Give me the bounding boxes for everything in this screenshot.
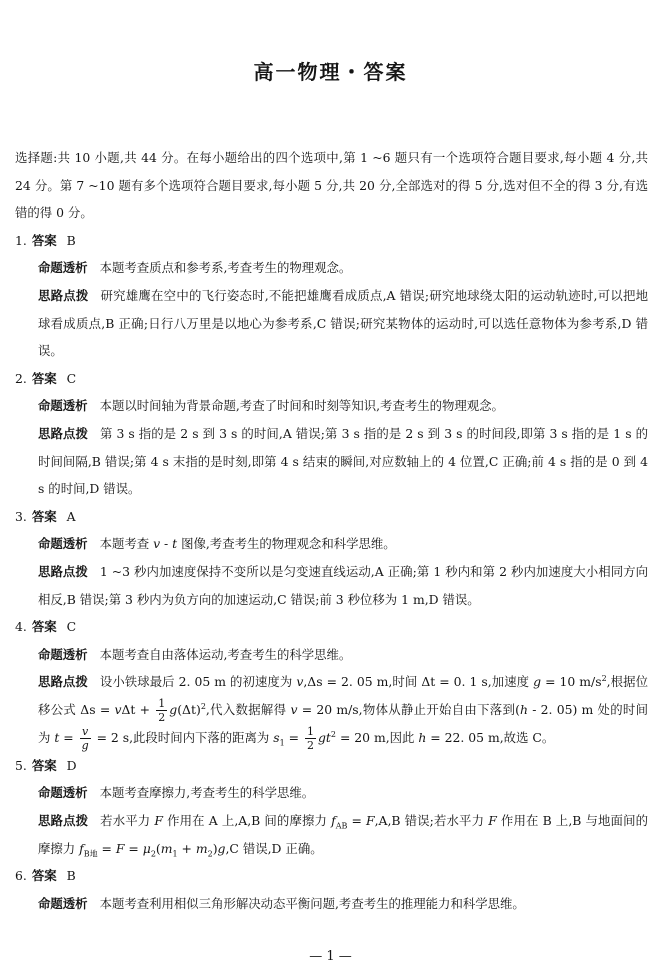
answer-label: 答案 <box>31 757 57 773</box>
hint-text: Δt + <box>121 701 155 717</box>
fraction-denominator: 2 <box>306 738 314 752</box>
analysis-text: 本题考查利用相似三角形解决动态平衡问题,考查考生的推理能力和科学思维。 <box>99 895 525 911</box>
answer-choice: B <box>66 232 76 248</box>
hint-text: 设小铁球最后 2. 05 m 的初速度为 <box>99 674 297 690</box>
hint-text: ,C 错误,D 正确。 <box>225 840 323 856</box>
fraction-denominator: 2 <box>158 710 166 724</box>
question-number: 3. <box>15 508 27 524</box>
question-4 <box>15 613 648 752</box>
subscript: AB <box>335 821 348 831</box>
analysis-text: - <box>160 536 173 552</box>
fraction <box>156 697 167 724</box>
fraction-numerator: 1 <box>306 724 314 738</box>
question-number: 4. <box>15 619 27 635</box>
answer-label: 答案 <box>31 508 57 524</box>
variable: m <box>195 840 208 856</box>
answer-line <box>15 227 648 255</box>
question-number: 5. <box>15 757 27 773</box>
analysis-label: 命题透析 <box>38 536 88 552</box>
hint-text: ,A,B 错误;若水平力 <box>374 813 489 829</box>
hint-text: 若水平力 <box>100 813 155 829</box>
analysis-text: 本题以时间轴为背景命题,考查了时间和时刻等知识,考查考生的物理观念。 <box>99 398 504 414</box>
superscript: 2 <box>200 701 206 711</box>
hint-text: - 2. 05) m 处的时间为 <box>38 701 648 745</box>
answer-label: 答案 <box>31 868 57 884</box>
hint-text: 第 3 s 指的是 2 s 到 3 s 的时间,A 错误;第 3 s 指的是 2 s 到 3 s 的时间段,即第 3 s 指的是 1 s 的时间间隔,B 错误;第 4 s 末指的是时刻,即第 4 s 结束的瞬间,对应数轴上的 4 位置,C 正确;前 4 s 指的是 0 到 4 s 的时间,D 错误。 <box>38 425 649 497</box>
subscript: 2 <box>207 849 213 859</box>
variable: gt <box>317 729 331 745</box>
hint-text: ) <box>212 840 218 856</box>
hint-text: 作用在 B 上,B 与地面间的摩擦力 <box>38 813 649 856</box>
hint-paragraph <box>38 282 648 365</box>
hint-label: 思路点拨 <box>38 563 88 579</box>
analysis-paragraph <box>38 392 648 420</box>
analysis-label: 命题透析 <box>38 260 88 276</box>
fraction <box>305 725 316 752</box>
variable: h <box>418 729 427 745</box>
variable: F <box>365 813 375 829</box>
hint-text: = <box>347 813 366 829</box>
hint-text: = <box>284 729 303 745</box>
hint-text: = <box>59 729 78 745</box>
hint-text: ,Δs = 2. 05 m,时间 Δt = 0. 1 s,加速度 <box>303 674 534 690</box>
variable: s <box>273 729 280 745</box>
subscript: 1 <box>172 849 178 859</box>
variable: t <box>54 729 60 745</box>
answer-line <box>15 752 648 780</box>
hint-label: 思路点拨 <box>38 813 89 829</box>
fraction-numerator: 1 <box>158 696 166 710</box>
analysis-paragraph <box>38 779 648 807</box>
answer-label: 答案 <box>31 619 57 635</box>
intro-paragraph: 选择题:共 10 小题,共 44 分。在每小题给出的四个选项中,第 1 ~6 题只有一个选项符合题目要求,每小题 4 分,共 24 分。第 7 ~10 题有多个选项符合题目要求,每小题 5 分,共 20 分,全部选对的得 5 分,选对但不全的得 3 分,有选错的得 0 分。 <box>15 150 648 221</box>
variable: F <box>154 813 163 829</box>
variable: v <box>296 674 304 690</box>
hint-text: = 22. 05 m,故选 C。 <box>426 729 555 745</box>
fraction-denominator: g <box>81 738 89 752</box>
answer-document <box>15 144 648 917</box>
subscript: B地 <box>83 849 98 859</box>
question-1 <box>15 227 648 365</box>
hint-text: = <box>124 840 143 856</box>
answer-line <box>15 365 648 393</box>
answer-choice: A <box>66 508 76 524</box>
variable: m <box>160 840 173 856</box>
variable: μ <box>142 840 151 856</box>
answer-label: 答案 <box>31 370 57 386</box>
question-number: 2. <box>15 370 27 386</box>
analysis-paragraph <box>38 254 648 282</box>
hint-text: ,代入数据解得 <box>205 701 291 717</box>
hint-text: = 2 s,此段时间内下落的距离为 <box>92 729 274 745</box>
variable: g <box>217 840 226 856</box>
superscript: 2 <box>330 729 336 739</box>
hint-text: 研究雄鹰在空中的飞行姿态时,不能把雄鹰看成质点,A 错误;研究地球绕太阳的运动轨迹时,可以把地球看成质点,B 正确;日行八万里是以地心为参考系,C 错误;研究某物体的运动时,可以选任意物体为参考系,D 错误。 <box>38 287 648 359</box>
page-title: 高一物理・答案 <box>253 60 408 84</box>
hint-paragraph <box>38 807 648 862</box>
hint-text: = 20 m/s,物体从静止开始自由下落到( <box>297 701 520 717</box>
answer-line <box>15 613 648 641</box>
answer-choice: C <box>66 370 77 386</box>
hint-text: ,根据位移公式 Δs = <box>38 674 648 717</box>
hint-paragraph <box>38 558 648 613</box>
subscript: 2 <box>150 849 156 859</box>
analysis-text: 本题考查 <box>99 536 154 552</box>
variable: v <box>290 701 298 717</box>
hint-label: 思路点拨 <box>38 425 88 441</box>
hint-text: + <box>177 840 196 856</box>
hint-paragraph <box>38 668 648 752</box>
hint-label: 思路点拨 <box>38 674 88 690</box>
analysis-text: 本题考查自由落体运动,考查考生的科学思维。 <box>99 646 352 662</box>
hint-text: ( <box>155 840 161 856</box>
variable: t <box>172 536 178 552</box>
superscript: 2 <box>601 674 607 684</box>
variable: v <box>153 536 161 552</box>
variable: F <box>115 840 125 856</box>
answer-choice: B <box>66 868 76 884</box>
hint-text: (Δt) <box>177 701 201 717</box>
hint-text: = 10 m/s <box>541 674 602 690</box>
variable: f <box>79 840 84 856</box>
analysis-label: 命题透析 <box>38 785 88 801</box>
variable: v <box>114 701 122 717</box>
analysis-label: 命题透析 <box>38 895 88 911</box>
answer-label: 答案 <box>31 232 57 248</box>
question-2 <box>15 365 648 503</box>
hint-label: 思路点拨 <box>38 287 89 303</box>
hint-text: 1 ~3 秒内加速度保持不变所以是匀变速直线运动,A 正确;第 1 秒内和第 2 秒内加速度大小相同方向相反,B 错误;第 3 秒内为负方向的加速运动,C 错误;前 3 秒位移为 1 m,D 错误。 <box>38 563 649 607</box>
answer-line <box>15 503 648 531</box>
question-5 <box>15 752 648 862</box>
page-number: — 1 — <box>309 949 352 964</box>
hint-text: = 20 m,因此 <box>336 729 419 745</box>
question-3 <box>15 503 648 613</box>
hint-text: = <box>97 840 116 856</box>
analysis-text: 本题考查摩擦力,考查考生的科学思维。 <box>99 785 315 801</box>
variable: h <box>520 701 528 717</box>
answer-choice: D <box>66 757 77 773</box>
hint-text: 作用在 A 上,A,B 间的摩擦力 <box>163 813 332 829</box>
analysis-label: 命题透析 <box>38 398 88 414</box>
analysis-paragraph <box>38 530 648 558</box>
variable: f <box>331 813 336 829</box>
answer-choice: C <box>66 619 77 635</box>
answer-line <box>15 862 648 890</box>
analysis-text: 本题考查质点和参考系,考查考生的物理观念。 <box>99 260 352 276</box>
question-number: 6. <box>15 868 27 884</box>
variable: g <box>533 674 542 690</box>
hint-paragraph <box>38 420 648 503</box>
fraction-numerator: v <box>80 725 91 739</box>
question-6 <box>15 862 648 917</box>
fraction <box>80 725 91 752</box>
variable: F <box>488 813 497 829</box>
analysis-paragraph <box>38 890 648 918</box>
analysis-text: 图像,考查考生的物理观念和科学思维。 <box>177 536 396 552</box>
analysis-paragraph <box>38 641 648 669</box>
question-number: 1. <box>15 232 27 248</box>
variable: g <box>169 701 178 717</box>
analysis-label: 命题透析 <box>38 646 88 662</box>
subscript: 1 <box>279 738 285 748</box>
